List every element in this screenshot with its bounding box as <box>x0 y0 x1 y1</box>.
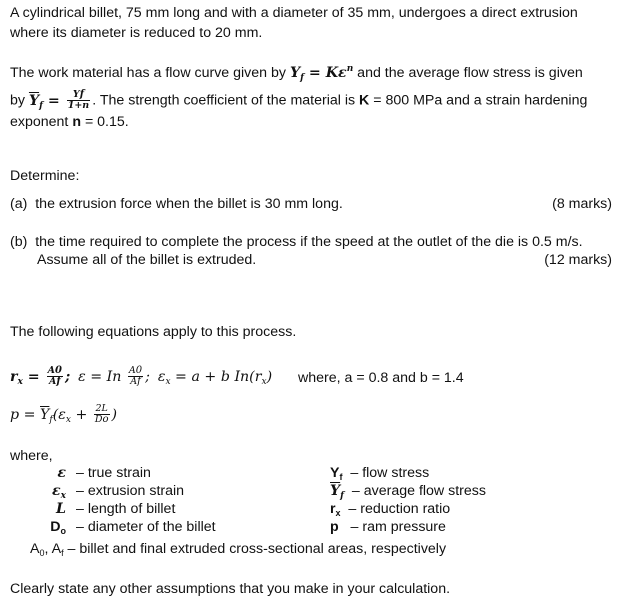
question-a: (a) the extrusion force when the billet is 30 mm long. <box>10 196 343 212</box>
definition-extrusion-strain: $\varepsilon_x$ – extrusion strain <box>52 483 185 501</box>
intro-line-2: where its diameter is reduced to 20 mm. <box>10 25 263 41</box>
where-label: where, <box>10 448 53 464</box>
equation-row-1 <box>10 366 272 391</box>
flow-line-2: by $\overline{Y}_f$ = $\frac{Yf}{1+n}$ . The strength coefficient of the material is K = 800 MPa and a strain hardening <box>10 89 588 111</box>
definition-average-flow-stress: $\overline{Y}_f$ – average flow stress <box>330 483 486 501</box>
question-a-marks: (8 marks) <box>552 196 612 212</box>
definition-length: L – length of billet <box>56 501 176 517</box>
equations-intro: The following equations apply to this process. <box>10 324 297 340</box>
true-strain-equation: ε = In $\frac{A0}{Af}$ ; <box>78 365 150 387</box>
definition-true-strain: ε – true strain <box>57 465 151 481</box>
definition-flow-stress: $Y_f$ – flow stress <box>330 465 430 482</box>
ram-pressure-equation: $p = \overline{Y}_f(\varepsilon_x$ + $\frac{2L}{Do}$ ) <box>10 403 118 425</box>
flow-line-3: exponent n = 0.15. <box>10 114 129 130</box>
intro-line-1: A cylindrical billet, 75 mm long and with a diameter of 35 mm, undergoes a direct extrusion <box>10 5 578 21</box>
flow-line-1: The work material has a flow curve given by $Y_f = K\varepsilon^n$ and the average flow stress is given <box>10 64 583 83</box>
average-flow-stress-equation: $\overline{Y}_f$ = $\frac{Yf}{1+n}$ <box>28 89 90 111</box>
definition-diameter: $D_o$ – diameter of the billet <box>50 519 216 536</box>
question-b-line-2: Assume all of the billet is extruded. <box>37 252 257 268</box>
constants: where, a = 0.8 and b = 1.4 <box>298 370 464 386</box>
question-b-line-1: (b) the time required to complete the process if the speed at the outlet of the die is 0.5 m/s. <box>10 234 583 250</box>
definition-reduction-ratio: $r_x$ – reduction ratio <box>330 501 451 518</box>
question-b-marks: (12 marks) <box>544 252 612 268</box>
flow-curve-equation: $Y_f = K\varepsilon^n$ <box>289 64 354 83</box>
reduction-ratio-equation: $r_x$ = $\frac{A0}{Af}$ ; <box>10 365 71 387</box>
definition-ram-pressure: p – ram pressure <box>330 519 446 535</box>
closing-note: Clearly state any other assumptions that you make in your calculation. <box>10 581 451 597</box>
determine-heading: Determine: <box>10 168 80 184</box>
definition-areas: $A_0$, $A_f$ – billet and final extruded cross-sectional areas, respectively <box>30 541 447 558</box>
extrusion-strain-equation: $\varepsilon_x = a + b$ $In(r_x)$ <box>157 368 273 387</box>
